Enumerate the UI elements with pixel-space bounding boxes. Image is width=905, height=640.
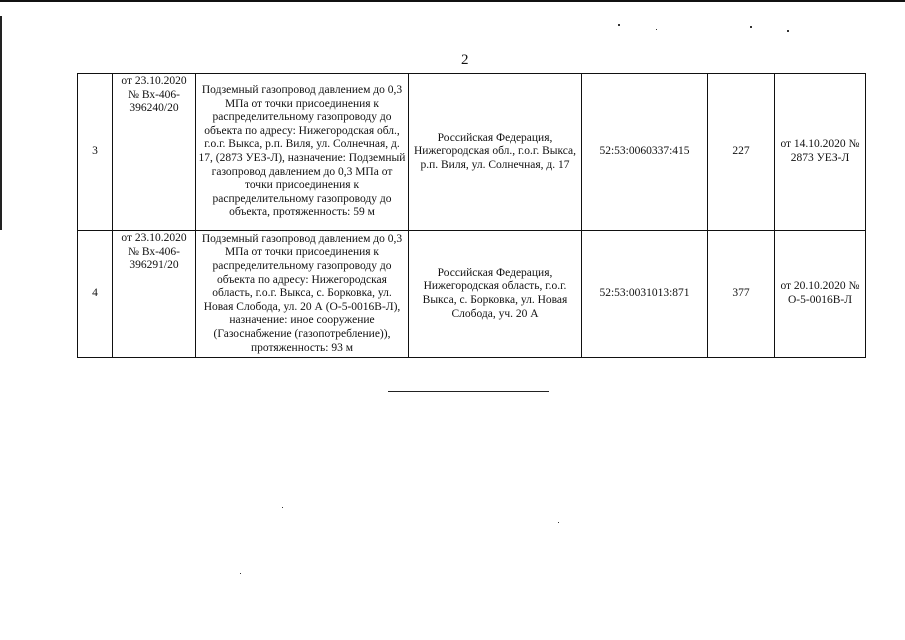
scan-speck — [656, 29, 657, 30]
row-number-cell: 3 — [78, 74, 113, 231]
scan-speck — [750, 26, 752, 28]
object-description-cell: Подземный газопровод давлением до 0,3 МПа от точки присоединения к распределительному газопроводу до объекта по адресу: Нижегородская область, г.о.г. Выкса, с. Борковка, ул. Новая Слобода, ул. 20 А (О-5-0016В-Л), назначение: иное сооружение (Газоснабжение (газопотребление)), протяженность: 93 м — [196, 231, 409, 358]
cadastral-number-cell: 52:53:0031013:871 — [582, 231, 708, 358]
request-cell: от 23.10.2020 № Вх-406-396240/20 — [113, 74, 196, 231]
request-cell: от 23.10.2020 № Вх-406-396291/20 — [113, 231, 196, 358]
scan-speck — [618, 24, 620, 26]
page-number: 2 — [461, 52, 469, 68]
location-cell: Российская Федерация, Нижегородская область, г.о.г. Выкса, с. Борковка, ул. Новая Слобода, уч. 20 А — [409, 231, 582, 358]
object-description-cell: Подземный газопровод давлением до 0,3 МПа от точки присоединения к распределительному газопроводу до объекта по адресу: Нижегородская обл., г.о.г. Выкса, р.п. Виля, ул. Солнечная, д. 17, (2873 УЕЗ-Л), назначение: Подземный газопровод давлением до 0,3 МПа от точки присоединения к распределительному газопроводу до объекта, протяженность: 59 м — [196, 74, 409, 231]
left-border-line — [0, 16, 2, 230]
row-number-cell: 4 — [78, 231, 113, 358]
register-table — [77, 73, 866, 358]
area-cell: 227 — [708, 74, 775, 231]
end-of-table-line — [388, 391, 549, 392]
table-row — [78, 74, 866, 231]
document-cell: от 20.10.2020 № О-5-0016В-Л — [775, 231, 866, 358]
scan-speck — [240, 573, 241, 574]
location-cell: Российская Федерация, Нижегородская обл., г.о.г. Выкса, р.п. Виля, ул. Солнечная, д. 17 — [409, 74, 582, 231]
document-cell: от 14.10.2020 № 2873 УЕЗ-Л — [775, 74, 866, 231]
table-row — [78, 231, 866, 358]
top-border-line — [0, 0, 905, 2]
scan-speck — [787, 30, 789, 32]
cadastral-number-cell: 52:53:0060337:415 — [582, 74, 708, 231]
scan-speck — [558, 522, 559, 523]
scan-speck — [282, 507, 283, 508]
area-cell: 377 — [708, 231, 775, 358]
